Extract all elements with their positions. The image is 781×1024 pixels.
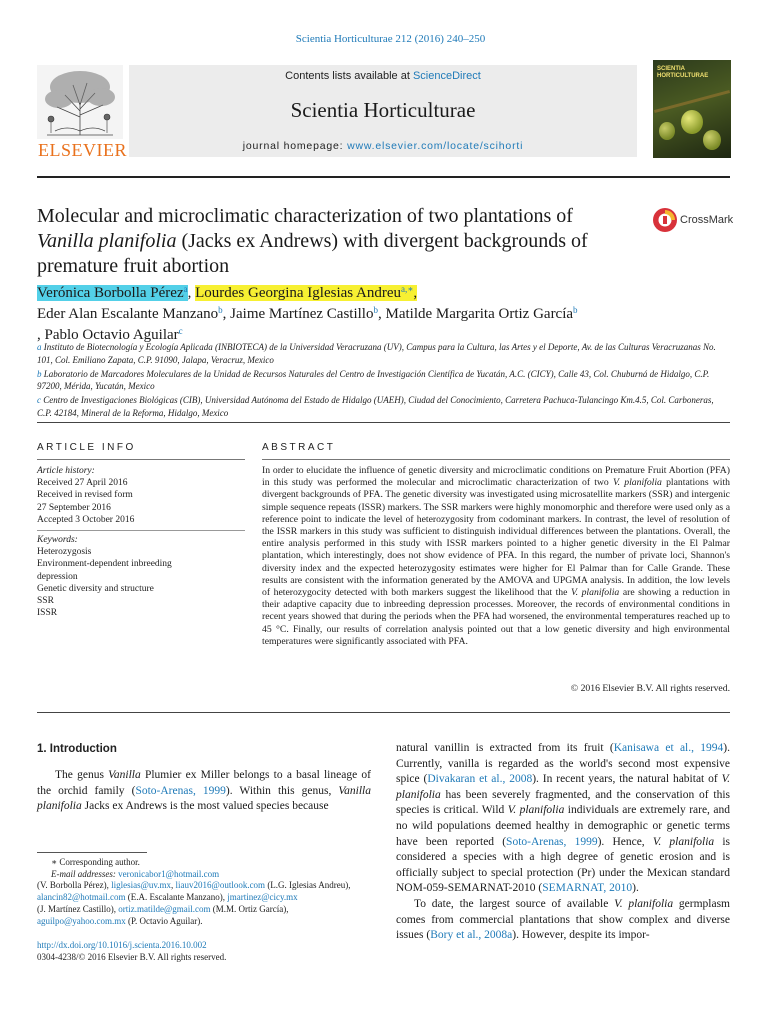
email-link[interactable]: jmartinez@cicy.mx	[227, 892, 298, 903]
journal-name: Scientia Horticulturae	[290, 98, 476, 122]
history-item: Received in revised form	[37, 490, 133, 501]
reference-link[interactable]: SEMARNAT, 2010	[542, 882, 633, 895]
email-link[interactable]: liauv2016@outlook.com	[175, 880, 266, 891]
reference-link[interactable]: Soto-Arenas, 1999	[506, 835, 598, 848]
header-rule	[37, 176, 730, 178]
abstract-text: In order to elucidate the influence of genetic diversity and microclimatic conditions on Premature Fruit Abortion (PFA) in this study was performed the molecular and microclimatic characterization of two V. planifolia plantations with divergent backgrounds of PFA. The genetic diversity was investigated using microsatellite markers (SSR) and intergenic simple sequence repeats (ISSR) markers. The SSR markers were highly monomorphic and therefore were used only as a reference point to indicate the level of heterozygosity from codominant markers. In contrast, the level of resolution of the ISSR markers in this study was sufficient to distinguish individual differences between the plantations. Overall, the entire analysis performed in this study with ISSR markers pointed to a higher genetic diversity in the El Palmar plantation, which interestingly, does not show evidence of PFA. In this regard, the number of private loci, Shannon's diversity index and the expected heterozygosity estimates were higher for El Palmar than for Calle Grande. These results are consistent with the information generated by the AMOVA and UPGMA analysis. In addition, the low levels of heterozygocity detected with both markers suggest the likelihood that the V. planifolia are showing a reduction in their adaptive capacity due to inbreeding depression processes. Moreover, the records of environmental conditions in recent years showed that during the periods when the PFA had worsened, the environmental temperatures reached up to 45 °C. Finally, our results of correlation analysis pointed out that a low genetic diversity and high environmental temperatures were significantly associated with PFA.	[262, 465, 731, 647]
keyword: depression	[37, 571, 78, 582]
author-name[interactable]: Eder Alan Escalante Manzano$^b$	[37, 305, 223, 322]
history-item: Accepted 3 October 2016	[37, 514, 135, 525]
history-item: Received 27 April 2016	[37, 478, 128, 489]
email-link[interactable]: alancin82@hotmail.com	[37, 892, 126, 903]
publisher-wordmark: ELSEVIER	[38, 140, 127, 160]
corresponding-author-note: ∗ Corresponding author.	[51, 857, 140, 867]
history-label: Article history:	[37, 466, 95, 476]
email-link[interactable]: ortiz.matilde@gmail.com	[118, 903, 211, 914]
crossmark-label: CrossMark	[680, 214, 734, 226]
affiliation: $^b$ Laboratorio de Marcadores Moleculares de la Unidad de Recursos Naturales del Centro de Investigación Científica de Yucatán, A.C. (CICY), Calle 43, Col. Chuburná de Hidalgo, C.P. 97200, Mérida, Yucatán, Mexico	[37, 368, 710, 391]
crossmark-icon	[652, 207, 678, 233]
crossmark-button[interactable]	[652, 207, 732, 233]
doi-block	[37, 939, 371, 963]
reference-link[interactable]: Bory et al., 2008a	[430, 929, 513, 942]
reference-link[interactable]: Divakaran et al., 2008	[427, 773, 533, 786]
introduction-heading: 1. Introduction	[37, 743, 117, 755]
body-column-right	[396, 741, 730, 944]
keyword: ISSR	[37, 608, 58, 619]
article-title: Molecular and microclimatic characterization of two plantations of Vanilla planifolia (Jacks ex Andrews) with divergent backgrounds of premature fruit abortion	[37, 205, 588, 277]
abstract-copyright: © 2016 Elsevier B.V. All rights reserved.	[570, 683, 730, 694]
doi-link[interactable]: http://dx.doi.org/10.1016/j.scienta.2016.10.002	[37, 940, 207, 950]
contents-line: Contents lists available at ScienceDirect	[285, 70, 481, 82]
abstract-rule	[262, 459, 730, 460]
author-name[interactable]: Lourdes Georgina Iglesias Andreu$^{a,∗}$,	[195, 284, 418, 301]
journal-citation[interactable]: Scientia Horticulturae 212 (2016) 240–250	[295, 33, 486, 45]
author-name[interactable]: Verónica Borbolla Pérez$^a$	[37, 284, 188, 301]
journal-header	[129, 65, 637, 157]
affiliation: $^a$ Instituto de Biotecnología y Ecología Aplicada (INBIOTECA) de la Universidad Veracruzana (UV), Campus para la Cultura, las Artes y el Deporte, Av. de las Culturas Veracruzanas No. 101, Col. Emiliano Zapata, C.P. 91090, Jalapa, Veracruz, Mexico	[37, 342, 716, 365]
email-addresses: alancin82@hotmail.com (E.A. Escalante Manzano), jmartinez@cicy.mx	[37, 892, 298, 903]
issn-line: 0304-4238/© 2016 Elsevier B.V. All rights reserved.	[37, 952, 227, 962]
author-name[interactable]: Matilde Margarita Ortiz García$^b$	[385, 305, 578, 322]
sciencedirect-link[interactable]: ScienceDirect	[412, 70, 481, 82]
keyword: SSR	[37, 596, 54, 607]
email-addresses: aguilpo@yahoo.com.mx (P. Octavio Aguilar).	[37, 915, 203, 926]
body-column-left: The genus Vanilla Plumier ex Miller belongs to a basal lineage of the orchid family (Soto-Arenas, 1999). Within this genus, Vanilla planifolia Jacks ex Andrews is the most valued species because	[37, 769, 371, 813]
affiliations	[37, 341, 727, 421]
keyword: Heterozygosis	[37, 547, 92, 558]
reference-link[interactable]: Kanisawa et al., 1994	[613, 742, 724, 754]
cover-title: SCIENTIA HORTICULTURAE	[657, 66, 709, 79]
keyword: Genetic diversity and structure	[37, 583, 154, 594]
abstract-heading: ABSTRACT	[262, 442, 336, 453]
email-addresses: (V. Borbolla Pérez), liglesias@uv.mx, liauv2016@outlook.com (L.G. Iglesias Andreu),	[37, 880, 351, 891]
keyword: Environment-dependent inbreeding	[37, 559, 172, 570]
article-info-rule	[37, 459, 245, 460]
paragraph: To date, the largest source of available V. planifolia germplasm comes from commercial plantations that show complex and diverse issues (Bory et al., 2008a). However, despite its impor-	[396, 897, 730, 942]
reference-link[interactable]: Soto-Arenas, 1999	[135, 784, 226, 797]
footnote-rule	[37, 852, 147, 853]
homepage-link[interactable]: www.elsevier.com/locate/scihorti	[347, 140, 524, 152]
keywords-label: Keywords:	[37, 535, 78, 546]
section-rule	[37, 712, 730, 713]
journal-homepage: journal homepage: www.elsevier.com/locate/scihorti	[242, 140, 524, 152]
article-info-heading: ARTICLE INFO	[37, 442, 136, 453]
paragraph: natural vanillin is extracted from its fruit (Kanisawa et al., 1994). Currently, vanilla is regarded as the world's second most expensive spice (Divakaran et al., 2008). In recent years, the natural habitat of V. planifolia has been severely fragmented, and the conservation of this species is critical. Wild V. planifolia individuals are extremely rare, and no wild populations deemed healthy in demographic or genetic terms have been reported (Soto-Arenas, 1999). Hence, V. planifolia is considered a species with a high degree of genetic erosion and is officially subject to special protection (Pr) under the Mexican standard NOM-059-SEMARNAT-2010 (SEMARNAT, 2010).	[396, 742, 731, 895]
article-info	[37, 465, 245, 619]
affiliation: $^c$ Centro de Investigaciones Biológicas (CIB), Universidad Autónoma del Estado de Hidalgo (UAEH), Ciudad del Conocimiento, Carretera Pachuca-Tulancingo Km.4.5, Col. Carboneras, C.P. 42184, Mineral de la Reforma, Hidalgo, Mexico	[37, 395, 714, 418]
section-rule	[37, 422, 730, 423]
email-link[interactable]: aguilpo@yahoo.com.mx	[37, 915, 126, 926]
author-name[interactable]: Jaime Martínez Castillo$^b$	[230, 305, 378, 322]
email-addresses: E-mail addresses: veronicabor1@hotmail.com	[51, 868, 220, 879]
author-list: Verónica Borbolla Pérez$^a$, Lourdes Georgina Iglesias Andreu$^{a,∗}$, Eder Alan Escalante Manzano$^b$, Jaime Martínez Castillo$^b$, Matilde Margarita Ortiz García$^b$ , Pablo Octavio Aguilar$^c$	[37, 284, 578, 343]
footnotes	[37, 857, 371, 927]
email-link[interactable]: veronicabor1@hotmail.com	[118, 868, 220, 879]
journal-cover-image	[653, 60, 731, 158]
keywords-rule	[37, 530, 245, 531]
email-link[interactable]: liglesias@uv.mx	[111, 880, 172, 891]
history-item: 27 September 2016	[37, 502, 111, 513]
email-addresses: (J. Martínez Castillo), ortiz.matilde@gmail.com (M.M. Ortiz García),	[37, 903, 289, 914]
author-name[interactable]: Pablo Octavio Aguilar$^c$	[44, 326, 183, 343]
